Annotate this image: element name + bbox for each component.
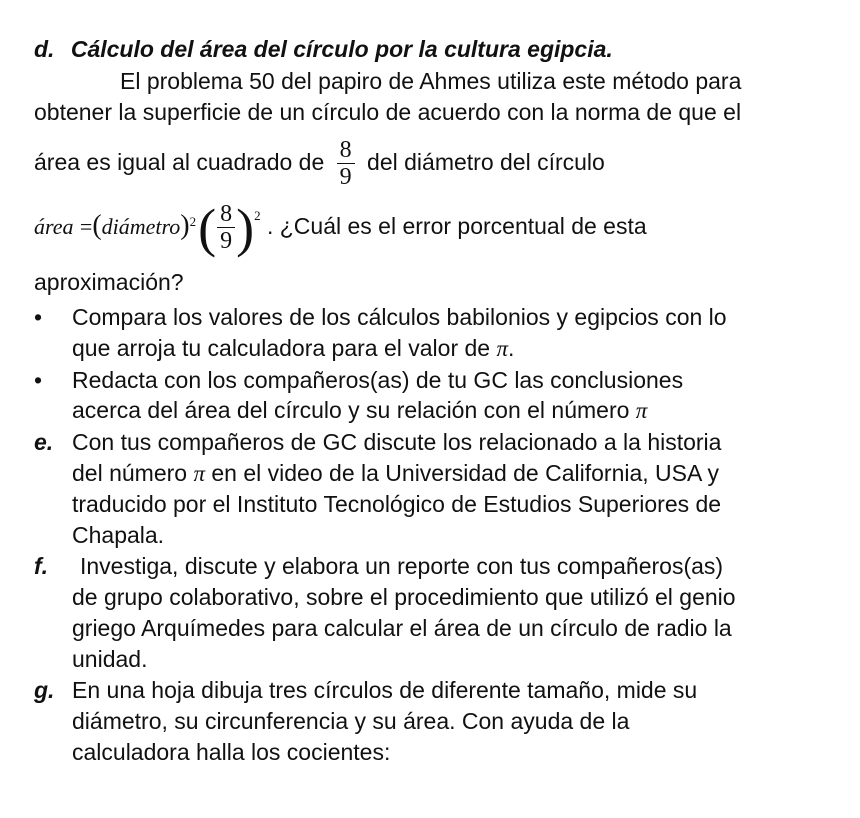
section-e-label: e. <box>34 429 54 455</box>
paragraph-line: El problema 50 del papiro de Ahmes utiliza este método para <box>120 68 742 94</box>
text-segment: área es igual al cuadrado de <box>34 149 325 175</box>
bullet-marker: • <box>34 304 43 330</box>
section-e-line <box>72 459 719 488</box>
section-f-line: de grupo colaborativo, sobre el procedimiento que utilizó el genio <box>72 584 736 610</box>
section-e-line: Con tus compañeros de GC discute los relacionado a la historia <box>72 429 722 455</box>
text-segment: del número <box>72 460 188 486</box>
fraction-denominator: 9 <box>220 228 233 255</box>
bullet-line <box>72 334 514 363</box>
formula-open-paren: ( <box>92 210 102 241</box>
fraction-numerator: 8 <box>337 137 355 164</box>
paragraph-line: obtener la superficie de un círculo de acuerdo con la norma de que el <box>34 99 742 125</box>
section-f-line: unidad. <box>72 646 148 672</box>
fraction-numerator: 8 <box>217 201 235 228</box>
bullet-line: Compara los valores de los cálculos babilonios y egipcios con lo <box>72 304 727 330</box>
text-segment: acerca del área del círculo y su relación con el número <box>72 397 630 423</box>
section-d-heading <box>34 35 613 63</box>
pi-symbol: π <box>193 461 205 486</box>
section-d-label: d. <box>34 36 55 62</box>
text-segment: que arroja tu calculadora para el valor de <box>72 335 491 361</box>
section-e-line: traducido por el Instituto Tecnológico de Estudios Superiores de <box>72 491 722 517</box>
text-segment: del diámetro del círculo <box>367 149 605 175</box>
formula-big-open-paren: ( <box>198 197 217 258</box>
text-segment: . <box>508 335 515 361</box>
section-g-line: calculadora halla los cocientes: <box>72 739 391 765</box>
section-e-line: Chapala. <box>72 522 165 548</box>
fraction-eight-ninths <box>337 137 355 190</box>
formula-equals: = <box>79 214 93 239</box>
bullet-line <box>72 396 647 425</box>
pi-symbol: π <box>496 336 509 361</box>
text-segment: . ¿Cuál es el error porcentual de esta <box>266 213 647 239</box>
formula-line <box>34 196 647 257</box>
section-f-label: f. <box>34 553 49 579</box>
paragraph-line: aproximación? <box>34 269 184 295</box>
section-d-title: Cálculo del área del círculo por la cultura egipcia. <box>70 36 613 62</box>
formula-big-close-paren: ) <box>236 197 255 258</box>
pi-symbol: π <box>635 398 648 423</box>
formula-lhs: área <box>34 214 74 239</box>
formula-close-paren: ) <box>180 210 190 241</box>
fraction-denominator: 9 <box>339 164 352 191</box>
paragraph-line-fraction <box>34 132 605 192</box>
formula-variable: diámetro <box>101 214 181 239</box>
section-g-line: En una hoja dibuja tres círculos de diferente tamaño, mide su <box>72 677 698 703</box>
section-f-line: Investiga, discute y elabora un reporte con tus compañeros(as) <box>80 553 724 579</box>
section-f-line: griego Arquímedes para calcular el área de un círculo de radio la <box>72 615 732 641</box>
bullet-marker: • <box>34 367 43 393</box>
bullet-line: Redacta con los compañeros(as) de tu GC las conclusiones <box>72 367 684 393</box>
section-g-line: diámetro, su circunferencia y su área. Con ayuda de la <box>72 708 630 734</box>
formula-fraction <box>217 201 235 254</box>
formula-exponent: 2 <box>254 208 261 223</box>
section-g-label: g. <box>34 677 55 703</box>
text-segment: en el video de la Universidad de California, USA y <box>211 460 719 486</box>
formula-exponent: 2 <box>189 214 197 229</box>
